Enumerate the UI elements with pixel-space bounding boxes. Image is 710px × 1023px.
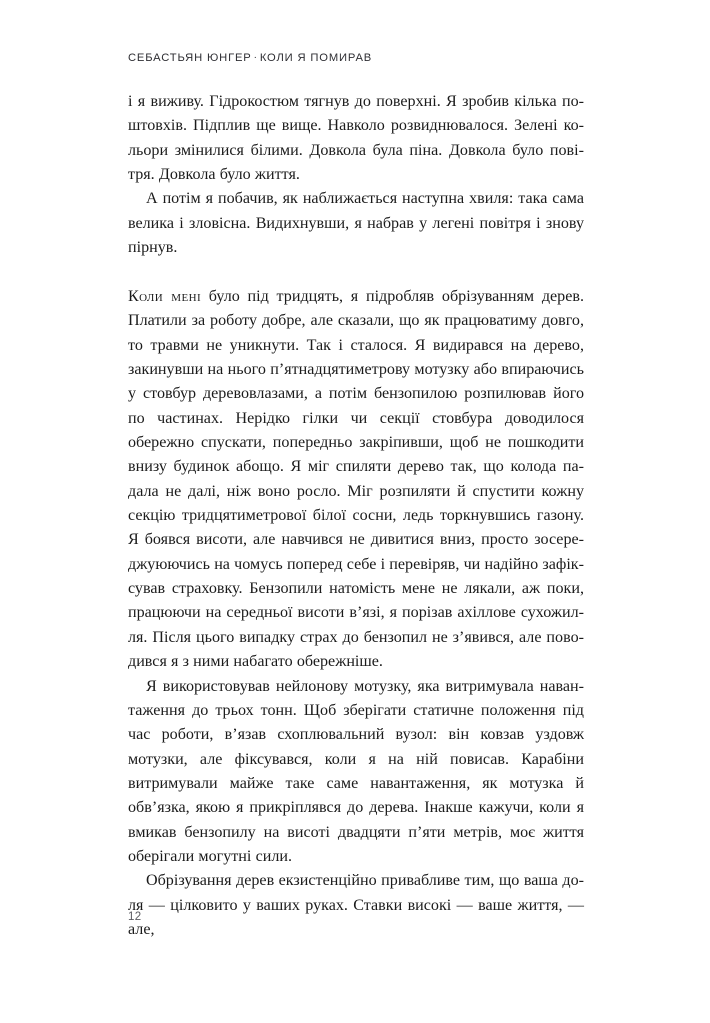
paragraph-continued: і я виживу. Гідрокостюм тягнув до поверхні. Я зробив кілька поштовхів. Підплив ще вище. Навколо розвиднювалося. Зелені кольори змінилися білими. Довкола була піна. Довкола було повітря. Довкола було життя. <box>128 93 584 184</box>
text-block-upper <box>128 90 584 260</box>
paragraph-tree-trimming: Обрізування дерев екзистенційно привабливе тим, що ваша доля — цілковито у ваших руках. Ставки високі — ваше життя, — але, <box>128 872 584 938</box>
section-opening-rest: було під тридцять, я підробляв обрізуванням дерев. Платили за роботу добре, але сказали, що як працюватиму довго, то травми не уникнути. Так і сталося. Я видирався на дерево, закинувши на нього п’ятнадцятиметрову мотузку або впираючись у стовбур деревовлазами, а потім бензопилою розпилював його по частинах. Нерідко гілки чи секції стовбура доводилося обережно спускати, попередньо закріпивши, щоб не пошкодити внизу будинок абощо. Я міг спиляти дерево так, що колода падала не далі, ніж воно росло. Міг розпиляти й спустити кожну секцію тридцятиметрової білої сосни, ледь торкнувшись газону. Я боявся висоти, але навчився не дивитися вниз, просто зосереджуюючись на чомусь поперед себе і перевіряв, чи надійно зафіксував страховку. Бензопили натомість мене не лякали, аж поки, працюючи на середньої висоти в’язі, я порізав ахіллове сухожилля. Після цього випадку страх до бензопил не з’явився, але поводився я з ними набагато обережніше. <box>128 288 584 671</box>
paragraph-section-opening <box>128 285 584 675</box>
section-opening-smallcaps: Коли мені <box>128 288 202 305</box>
paragraph-nylon-rope: Я використовував нейлонову мотузку, яка витримувала навантаження до трьох тонн. Щоб зберігати статичне положення під час роботи, в’язав схоплювальний вузол: він ковзав уздовж мотузки, але фіксувався, коли я на ній повисав. Карабіни витримували майже таке саме навантаження, як мотузка й обв’язка, якою я прикріплявся до дерева. Інакше кажучи, коли я вмикав бензопилу на висоті двадцяти п’яти метрів, моє життя оберігали могутні сили. <box>128 677 584 865</box>
running-head <box>128 52 584 64</box>
page-number: 12 <box>128 911 142 923</box>
running-head-author: СЕБАСТЬЯН ЮНГЕР <box>128 52 252 64</box>
running-head-book-title: КОЛИ Я ПОМИРАВ <box>259 52 373 64</box>
running-head-separator: · <box>253 52 258 63</box>
text-block-section <box>128 285 584 942</box>
paragraph-wave: А потім я побачив, як наближається наступна хвиля: така сама велика і зловісна. Видихнувши, я набрав у легені повітря і знову пірнув. <box>128 190 584 257</box>
